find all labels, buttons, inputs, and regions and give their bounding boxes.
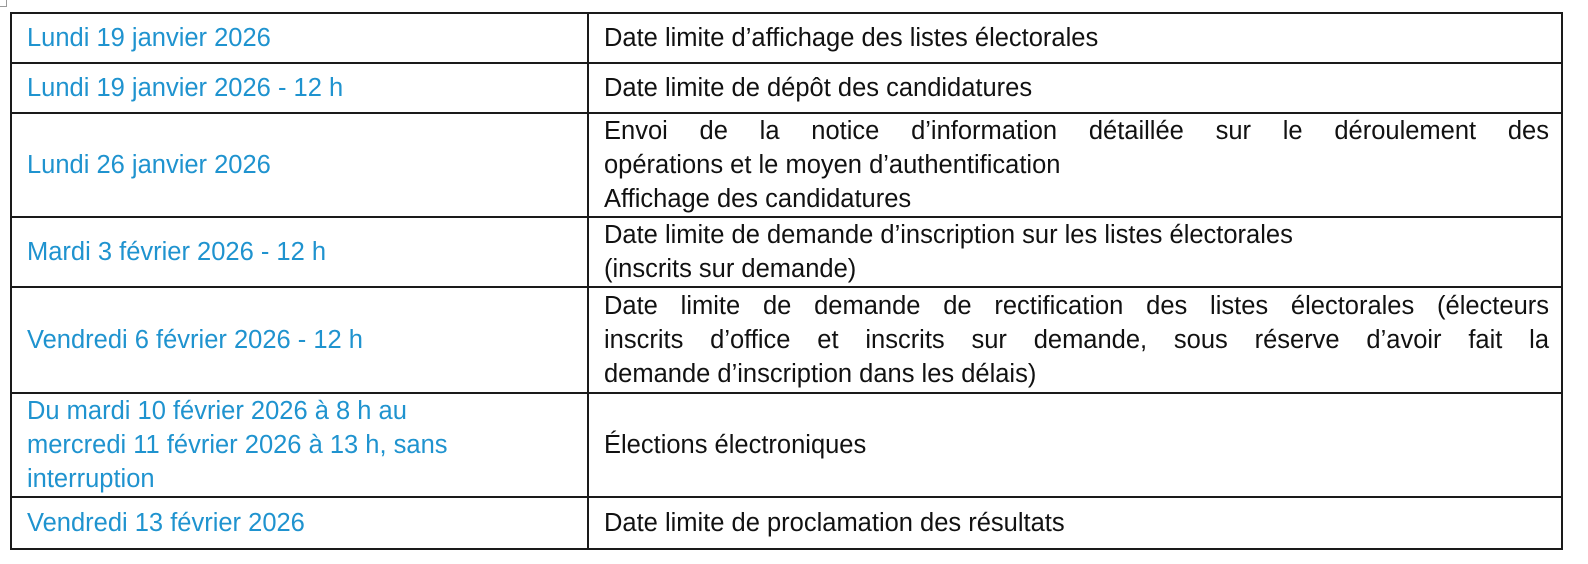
date-line: interruption	[27, 465, 155, 493]
table-row	[11, 217, 1562, 287]
description-line: (inscrits sur demande)	[604, 255, 857, 283]
date-cell	[11, 13, 588, 63]
date-line: mercredi 11 février 2026 à 13 h, sans	[27, 431, 448, 459]
date-line: Mardi 3 février 2026 - 12 h	[27, 238, 327, 266]
description-cell	[588, 393, 1562, 497]
description-cell	[588, 13, 1562, 63]
description-line: opérations et le moyen d’authentification	[604, 151, 1061, 179]
date-cell	[11, 393, 588, 497]
date-line: Du mardi 10 février 2026 à 8 h au	[27, 397, 407, 425]
table-row	[11, 287, 1562, 393]
date-cell	[11, 113, 588, 217]
description-line: Date limite de demande de rectification des listes électorales (électeurs	[604, 292, 1549, 320]
description-cell	[588, 113, 1562, 217]
description-cell	[588, 63, 1562, 113]
date-line: Lundi 19 janvier 2026	[27, 24, 271, 52]
date-cell	[11, 287, 588, 393]
description-cell	[588, 497, 1562, 549]
description-line: Envoi de la notice d’information détaillée sur le déroulement des	[604, 117, 1549, 145]
description-line: Date limite de proclamation des résultats	[604, 509, 1065, 537]
description-line: Élections électroniques	[604, 431, 867, 459]
description-line: Affichage des candidatures	[604, 185, 912, 213]
election-schedule-table	[10, 12, 1563, 550]
date-cell	[11, 497, 588, 549]
table-row	[11, 13, 1562, 63]
table-row	[11, 497, 1562, 549]
table-row	[11, 393, 1562, 497]
date-line: Lundi 26 janvier 2026	[27, 151, 271, 179]
description-line: inscrits d’office et inscrits sur demande, sous réserve d’avoir fait la	[604, 326, 1549, 354]
date-line: Lundi 19 janvier 2026 - 12 h	[27, 74, 344, 102]
description-line: Date limite d’affichage des listes électorales	[604, 24, 1099, 52]
description-line: Date limite de demande d’inscription sur les listes électorales	[604, 221, 1293, 249]
description-line: demande d’inscription dans les délais)	[604, 360, 1037, 388]
date-cell	[11, 63, 588, 113]
description-cell	[588, 217, 1562, 287]
date-line: Vendredi 6 février 2026 - 12 h	[27, 326, 363, 354]
date-line: Vendredi 13 février 2026	[27, 509, 305, 537]
page-corner-mark	[0, 0, 7, 7]
table-row	[11, 113, 1562, 217]
table-row	[11, 63, 1562, 113]
description-line: Date limite de dépôt des candidatures	[604, 74, 1033, 102]
date-cell	[11, 217, 588, 287]
description-cell	[588, 287, 1562, 393]
